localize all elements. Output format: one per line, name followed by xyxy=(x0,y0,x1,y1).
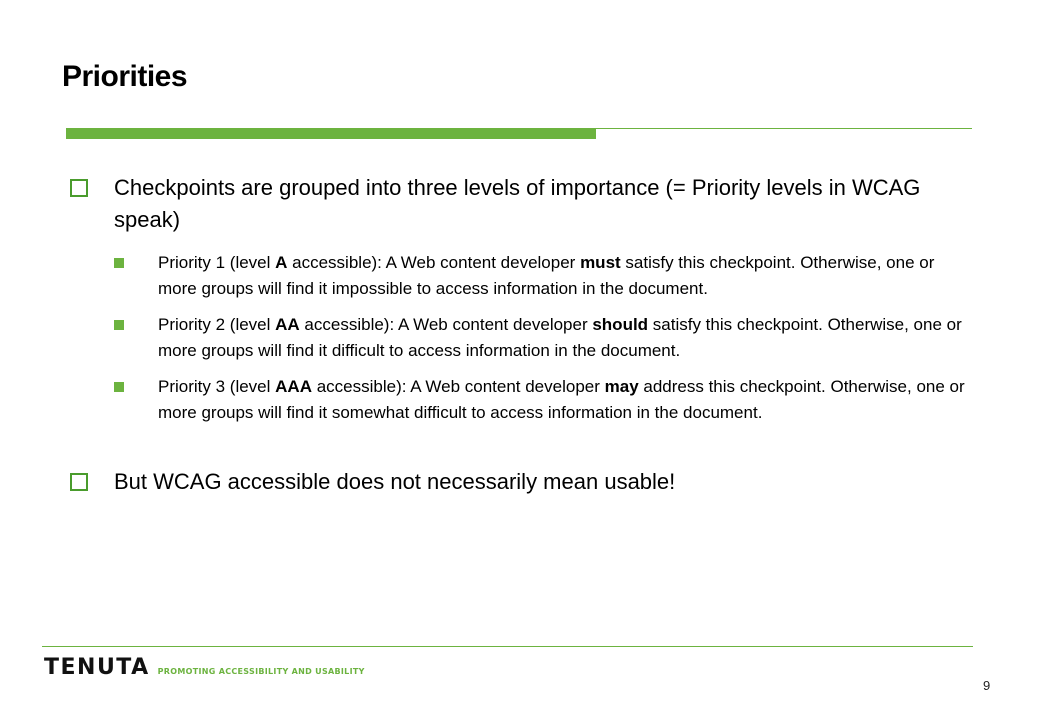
priority-item-2 xyxy=(158,312,968,364)
priority-verb: may xyxy=(604,377,639,396)
priority-level: A xyxy=(275,253,288,272)
page-number: 9 xyxy=(983,678,991,693)
priority-text-mid: accessible): A Web content developer xyxy=(311,377,605,396)
title-divider-thick xyxy=(66,129,596,139)
priority-text-mid: accessible): A Web content developer xyxy=(287,253,581,272)
logo-wordmark: TENUTA xyxy=(44,655,150,680)
priority-list xyxy=(66,250,986,426)
bullet-checkpoints xyxy=(66,172,984,236)
bullet-text: Checkpoints are grouped into three levels of importance (= Priority levels in WCAG speak) xyxy=(114,175,921,232)
priority-text-post: satisfy this checkpoint. Otherwise, one or more groups will find it impossible to access information in the document. xyxy=(158,253,935,298)
priority-item-3 xyxy=(158,374,968,426)
priority-text-pre: Priority 1 (level xyxy=(158,253,276,272)
priority-text-mid: accessible): A Web content developer xyxy=(299,315,593,334)
priority-text-post: address this checkpoint. Otherwise, one or more groups will find it somewhat difficult to access information in the document. xyxy=(158,377,965,422)
priority-text-pre: Priority 3 (level xyxy=(158,377,276,396)
tenuta-logo xyxy=(44,655,365,680)
footer-divider xyxy=(42,646,973,647)
priority-verb: should xyxy=(592,315,649,334)
priority-verb: must xyxy=(580,253,621,272)
hollow-square-bullet-icon xyxy=(70,473,88,491)
priority-level: AAA xyxy=(275,377,312,396)
slide-content xyxy=(66,172,986,498)
filled-square-bullet-icon xyxy=(114,320,124,330)
bullet-usable xyxy=(66,466,986,498)
hollow-square-bullet-icon xyxy=(70,179,88,197)
filled-square-bullet-icon xyxy=(114,382,124,392)
bullet-text: But WCAG accessible does not necessarily mean usable! xyxy=(114,469,676,494)
priority-level: AA xyxy=(275,315,300,334)
priority-text-post: satisfy this checkpoint. Otherwise, one or more groups will find it difficult to access information in the document. xyxy=(158,315,962,360)
filled-square-bullet-icon xyxy=(114,258,124,268)
slide-title: Priorities xyxy=(62,60,188,93)
priority-text-pre: Priority 2 (level xyxy=(158,315,276,334)
priority-item-1 xyxy=(158,250,968,302)
logo-tagline: PROMOTING ACCESSIBILITY AND USABILITY xyxy=(157,667,365,676)
